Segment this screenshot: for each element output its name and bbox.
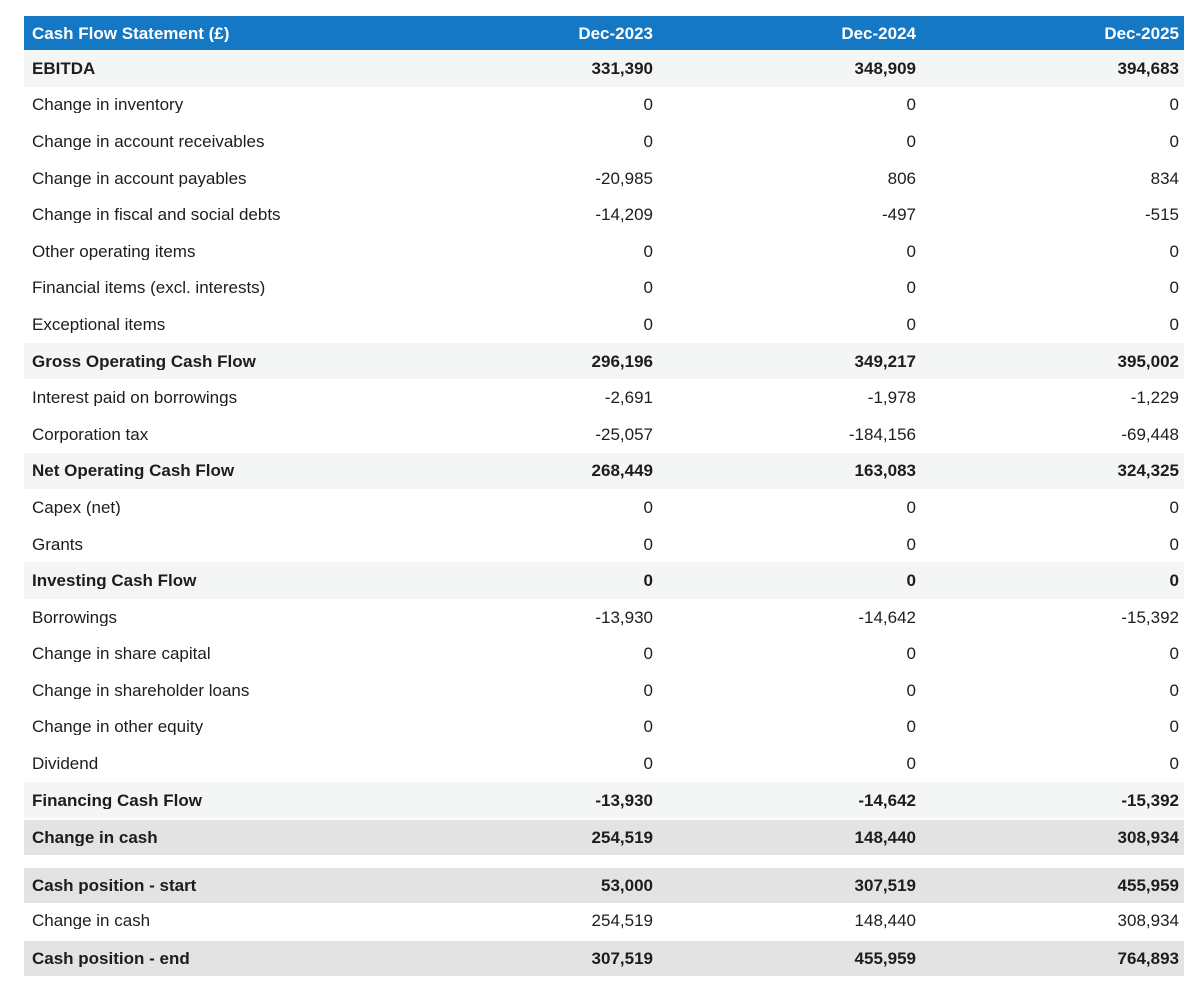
row-value: -497 bbox=[881, 205, 916, 225]
row-label: EBITDA bbox=[32, 59, 96, 77]
row-label: Net Operating Cash Flow bbox=[32, 462, 235, 480]
row-label: Exceptional items bbox=[32, 315, 166, 333]
table-row bbox=[24, 866, 1184, 903]
table-row bbox=[24, 599, 1184, 636]
row-value: 0 bbox=[643, 717, 653, 737]
row-value: -184,156 bbox=[848, 424, 916, 444]
row-value: -1,229 bbox=[1130, 388, 1179, 408]
row-value: 0 bbox=[906, 571, 916, 591]
row-value: -14,642 bbox=[858, 607, 916, 627]
row-value: 0 bbox=[906, 680, 916, 700]
row-value: 0 bbox=[906, 278, 916, 298]
row-value: 0 bbox=[906, 314, 916, 334]
row-value: 0 bbox=[1169, 95, 1179, 115]
row-value: 0 bbox=[1169, 497, 1179, 517]
row-value: 0 bbox=[1169, 278, 1179, 298]
table-row bbox=[24, 123, 1184, 160]
row-value: 296,196 bbox=[591, 351, 653, 371]
row-value: -2,691 bbox=[604, 388, 653, 408]
row-value: 806 bbox=[887, 168, 916, 188]
row-value: 394,683 bbox=[1117, 58, 1179, 78]
row-label: Grants bbox=[32, 535, 84, 553]
row-value: -15,392 bbox=[1121, 790, 1179, 810]
row-value: -13,930 bbox=[595, 607, 653, 627]
row-value: 308,934 bbox=[1117, 828, 1179, 848]
row-label: Other operating items bbox=[32, 242, 196, 260]
row-value: 163,083 bbox=[854, 461, 916, 481]
row-label: Borrowings bbox=[32, 608, 118, 626]
row-label: Change in cash bbox=[32, 829, 158, 847]
row-value: 148,440 bbox=[854, 911, 916, 931]
row-value: 254,519 bbox=[591, 911, 653, 931]
row-value: 0 bbox=[906, 131, 916, 151]
row-value: 764,893 bbox=[1117, 949, 1179, 969]
table-row bbox=[24, 379, 1184, 416]
row-value: 0 bbox=[643, 534, 653, 554]
table-row bbox=[24, 270, 1184, 307]
table-row bbox=[24, 343, 1184, 380]
table-row bbox=[24, 87, 1184, 124]
row-value: 308,934 bbox=[1117, 911, 1179, 931]
row-value: 395,002 bbox=[1117, 351, 1179, 371]
row-value: 307,519 bbox=[591, 949, 653, 969]
row-value: 0 bbox=[906, 754, 916, 774]
table-header-row bbox=[24, 16, 1184, 50]
row-value: -25,057 bbox=[595, 424, 653, 444]
row-value: 268,449 bbox=[591, 461, 653, 481]
row-value: -515 bbox=[1144, 205, 1179, 225]
row-label: Change in fiscal and social debts bbox=[32, 206, 281, 224]
row-value: 0 bbox=[1169, 717, 1179, 737]
row-value: -13,930 bbox=[595, 790, 653, 810]
row-value: 349,217 bbox=[854, 351, 916, 371]
row-value: 0 bbox=[906, 241, 916, 261]
row-value: 0 bbox=[643, 241, 653, 261]
cash-flow-statement-table bbox=[24, 16, 1184, 976]
table-row bbox=[24, 50, 1184, 87]
row-value: 0 bbox=[643, 314, 653, 334]
row-value: 0 bbox=[643, 680, 653, 700]
row-value: 148,440 bbox=[854, 828, 916, 848]
table-row bbox=[24, 160, 1184, 197]
row-value: -1,978 bbox=[867, 388, 916, 408]
table-row bbox=[24, 818, 1184, 855]
column-header-dec-2023: Dec-2023 bbox=[578, 23, 653, 43]
table-row bbox=[24, 526, 1184, 563]
row-value: 455,959 bbox=[854, 949, 916, 969]
row-value: 307,519 bbox=[854, 875, 916, 895]
row-label: Change in account receivables bbox=[32, 132, 265, 150]
row-value: -15,392 bbox=[1121, 607, 1179, 627]
row-value: 0 bbox=[1169, 241, 1179, 261]
table-row bbox=[24, 489, 1184, 526]
column-header-dec-2024: Dec-2024 bbox=[841, 23, 916, 43]
row-value: -20,985 bbox=[595, 168, 653, 188]
row-value: 0 bbox=[643, 278, 653, 298]
row-value: 0 bbox=[906, 497, 916, 517]
row-value: 0 bbox=[643, 131, 653, 151]
table-row bbox=[24, 306, 1184, 343]
row-label: Capex (net) bbox=[32, 498, 121, 516]
row-value: -69,448 bbox=[1121, 424, 1179, 444]
row-value: 331,390 bbox=[591, 58, 653, 78]
row-value: 0 bbox=[1169, 571, 1179, 591]
row-value: 0 bbox=[906, 95, 916, 115]
row-value: 0 bbox=[906, 534, 916, 554]
row-value: 834 bbox=[1150, 168, 1179, 188]
table-body bbox=[24, 50, 1184, 976]
table-row bbox=[24, 709, 1184, 746]
row-label: Change in cash bbox=[32, 912, 151, 930]
table-row bbox=[24, 233, 1184, 270]
row-label: Change in shareholder loans bbox=[32, 681, 250, 699]
row-label: Change in share capital bbox=[32, 645, 211, 663]
row-label: Financial items (excl. interests) bbox=[32, 279, 266, 297]
row-value: 0 bbox=[906, 644, 916, 664]
row-value: 0 bbox=[1169, 754, 1179, 774]
section-spacer bbox=[24, 855, 1184, 866]
row-value: 0 bbox=[1169, 131, 1179, 151]
row-label: Change in other equity bbox=[32, 718, 204, 736]
row-value: 0 bbox=[1169, 534, 1179, 554]
row-value: 254,519 bbox=[591, 828, 653, 848]
table-title: Cash Flow Statement (£) bbox=[32, 24, 230, 42]
row-label: Change in account payables bbox=[32, 169, 247, 187]
table-row bbox=[24, 903, 1184, 940]
row-value: 53,000 bbox=[601, 875, 653, 895]
row-label: Cash position - start bbox=[32, 876, 197, 894]
row-label: Dividend bbox=[32, 755, 99, 773]
row-value: 0 bbox=[643, 644, 653, 664]
row-value: 324,325 bbox=[1117, 461, 1179, 481]
table-row bbox=[24, 745, 1184, 782]
table-row bbox=[24, 636, 1184, 673]
table-row bbox=[24, 672, 1184, 709]
row-value: 0 bbox=[643, 754, 653, 774]
table-row bbox=[24, 416, 1184, 453]
row-label: Cash position - end bbox=[32, 950, 190, 968]
table-row bbox=[24, 196, 1184, 233]
table-row bbox=[24, 782, 1184, 819]
row-label: Corporation tax bbox=[32, 425, 149, 443]
row-value: 0 bbox=[1169, 644, 1179, 664]
row-value: 0 bbox=[643, 497, 653, 517]
row-value: 0 bbox=[643, 571, 653, 591]
row-label: Interest paid on borrowings bbox=[32, 389, 238, 407]
row-value: 348,909 bbox=[854, 58, 916, 78]
row-value: 455,959 bbox=[1117, 875, 1179, 895]
row-value: -14,209 bbox=[595, 205, 653, 225]
table-row bbox=[24, 939, 1184, 976]
table-row bbox=[24, 453, 1184, 490]
row-label: Investing Cash Flow bbox=[32, 572, 197, 590]
row-label: Financing Cash Flow bbox=[32, 791, 203, 809]
table-row bbox=[24, 562, 1184, 599]
row-value: -14,642 bbox=[858, 790, 916, 810]
row-value: 0 bbox=[1169, 680, 1179, 700]
row-value: 0 bbox=[643, 95, 653, 115]
column-header-dec-2025: Dec-2025 bbox=[1104, 23, 1179, 43]
row-label: Gross Operating Cash Flow bbox=[32, 352, 256, 370]
row-value: 0 bbox=[906, 717, 916, 737]
row-value: 0 bbox=[1169, 314, 1179, 334]
row-label: Change in inventory bbox=[32, 96, 184, 114]
